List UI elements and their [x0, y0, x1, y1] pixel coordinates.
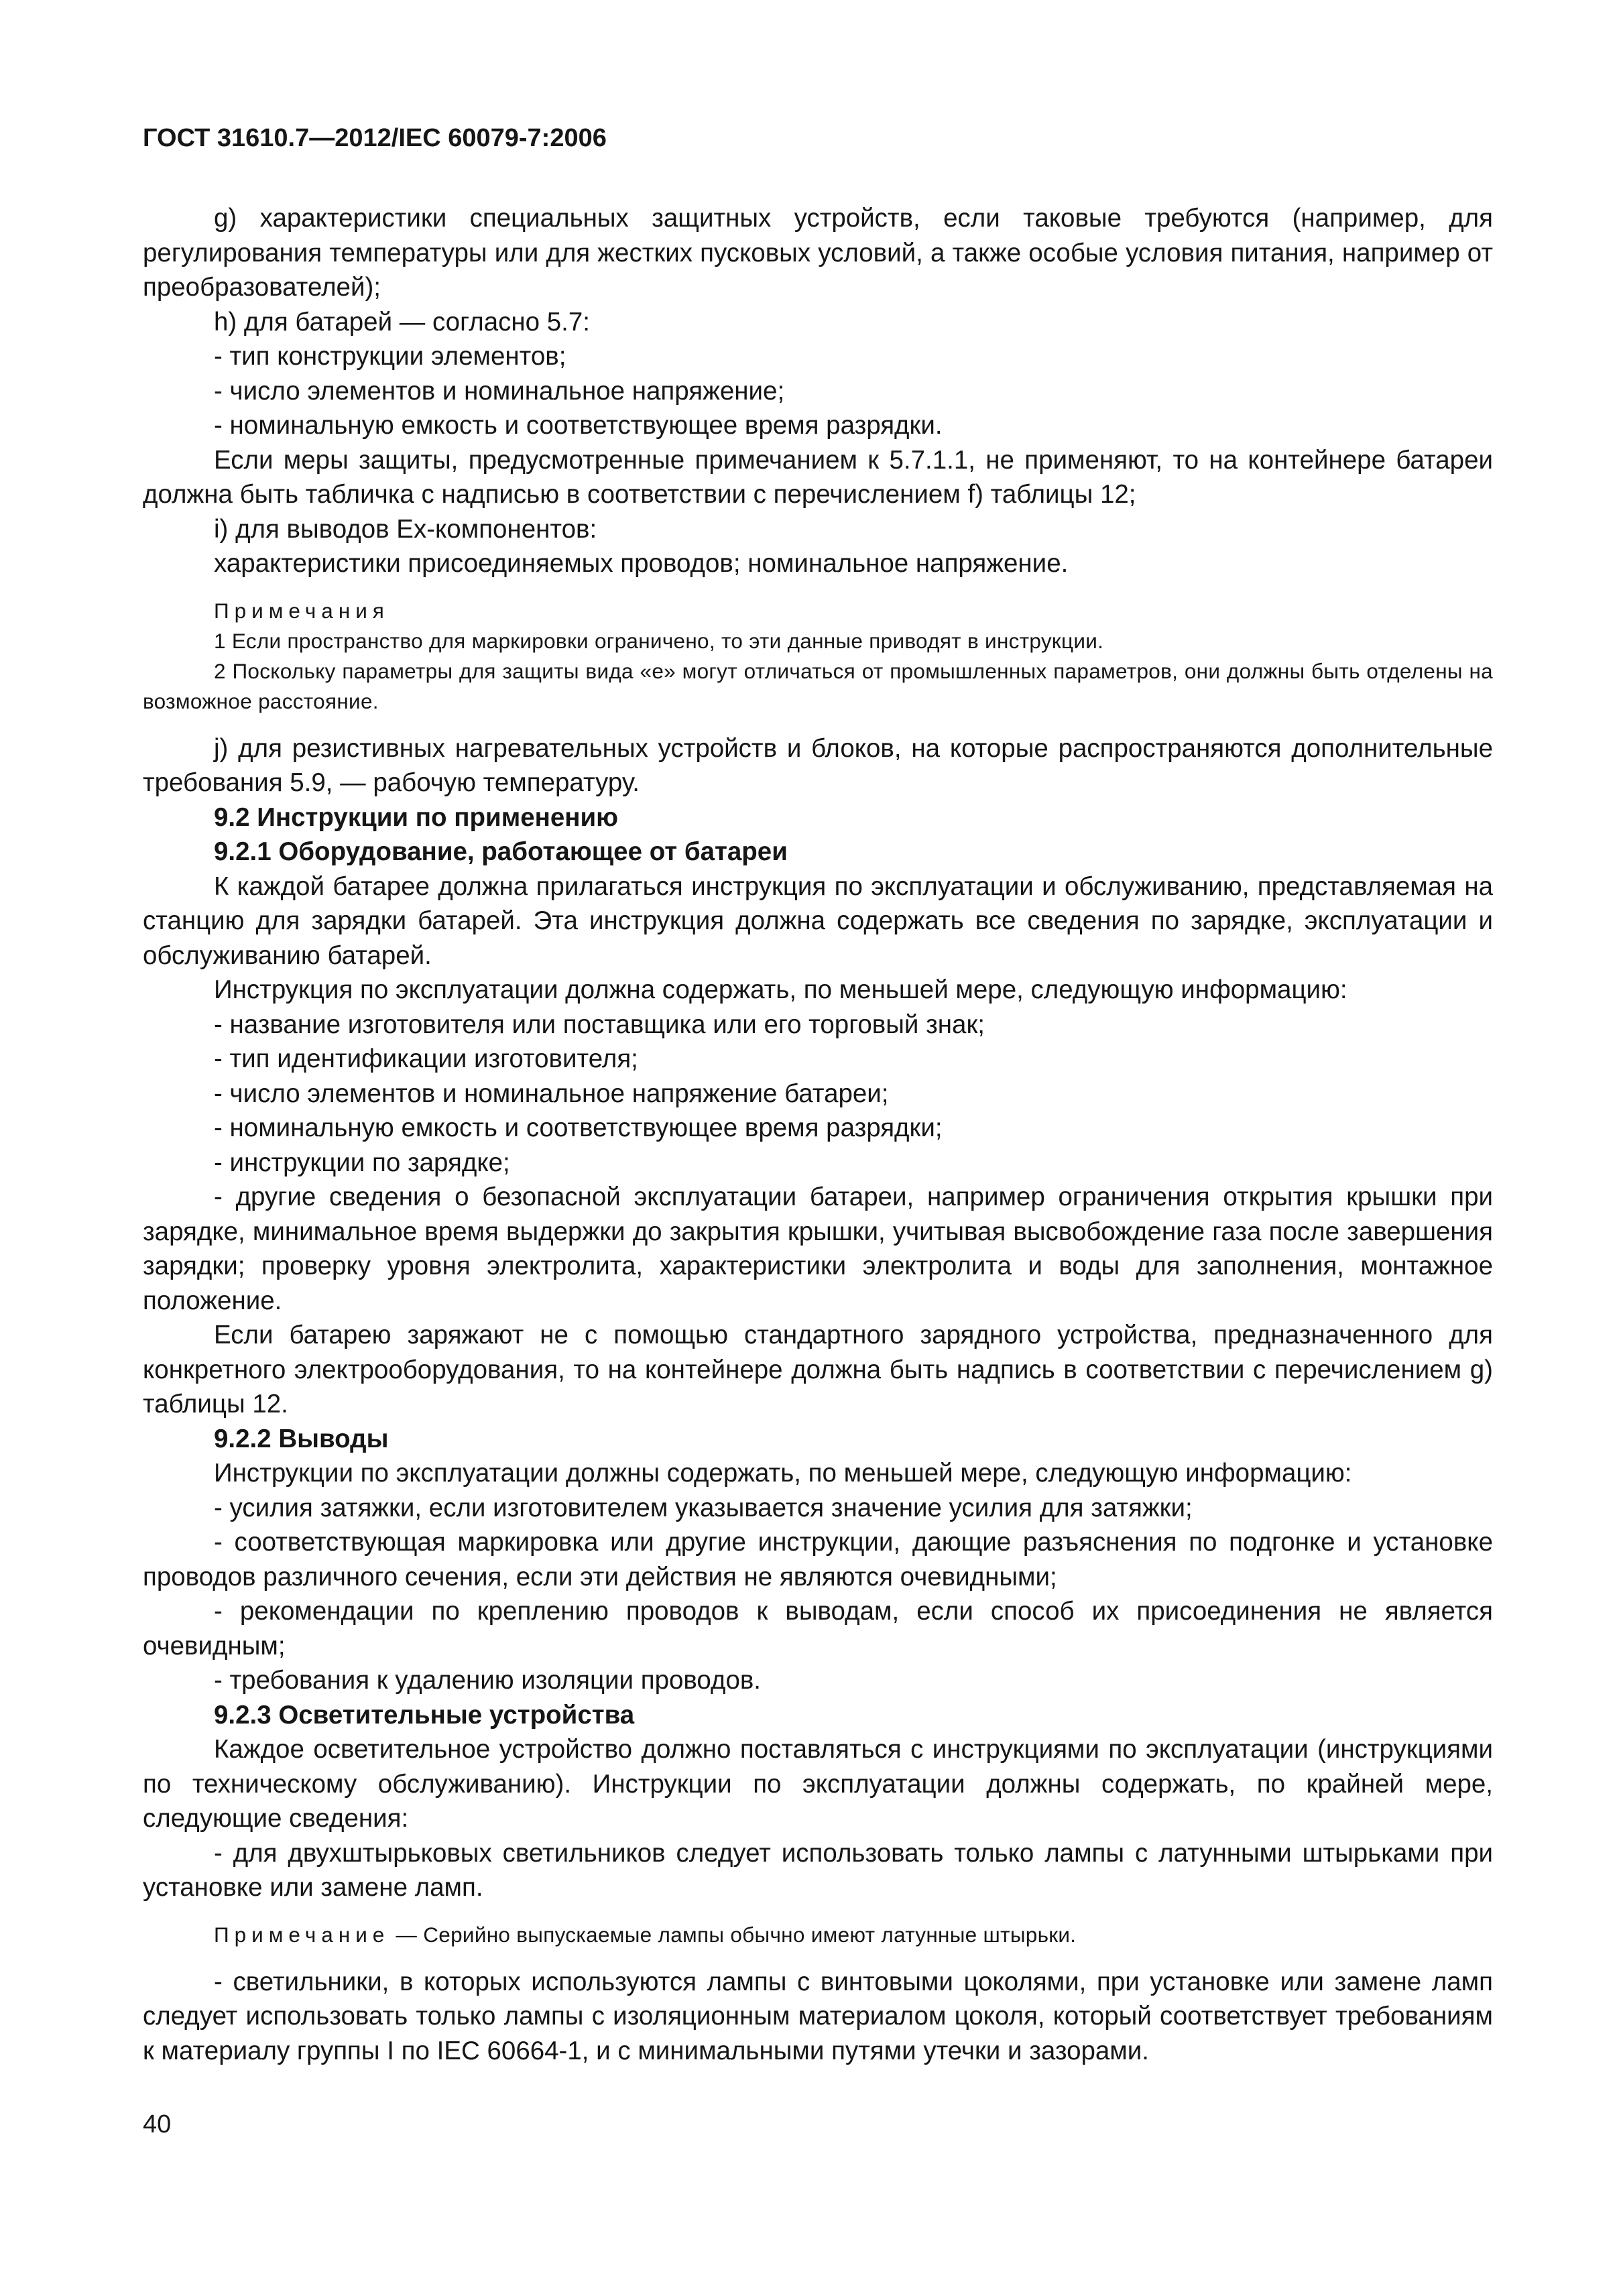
list-item: - требования к удалению изоляции проводов.: [214, 1666, 762, 1695]
paragraph: К каждой батарее должна прилагаться инструкция по эксплуатации и обслуживанию, представляемая на станцию для зарядки батарей. Эта инструкция должна содержать все сведения по зарядке, эксплуатации и обслуживанию батарей.: [143, 871, 1493, 970]
list-item: - название изготовителя или поставщика или его торговый знак;: [214, 1010, 985, 1039]
notes-label: Примечания: [214, 598, 389, 623]
subsection-heading: 9.2.2 Выводы: [214, 1424, 389, 1453]
note-single: [143, 1920, 1493, 1950]
list-item: - для двухштырьковых светильников следует использовать только лампы с латунными штырьками при установке или замене ламп.: [143, 1838, 1493, 1902]
list-item: - усилия затяжки, если изготовителем указывается значение усилия для затяжки;: [214, 1493, 1193, 1522]
list-item: - инструкции по зарядке;: [214, 1148, 510, 1177]
document-header: ГОСТ 31610.7—2012/IEC 60079-7:2006: [143, 124, 607, 152]
paragraph: h) для батарей — согласно 5.7:: [214, 307, 590, 337]
list-item: - номинальную емкость и соответствующее время разрядки.: [214, 411, 943, 440]
list-item: - тип идентификации изготовителя;: [214, 1044, 638, 1073]
subsection-heading: 9.2.3 Осветительные устройства: [214, 1700, 635, 1730]
paragraph: i) для выводов Ex-компонентов:: [214, 514, 597, 544]
paragraph: Если меры защиты, предусмотренные примечанием к 5.7.1.1, не применяют, то на контейнере батареи должна быть табличка с надписью в соответствии с перечислением f) таблицы 12;: [143, 445, 1493, 509]
paragraph: Каждое осветительное устройство должно поставляться с инструкциями по эксплуатации (инструкциями по техническому обслуживанию). Инструкции по эксплуатации должны содержать, по крайней мере, следующие сведения:: [143, 1735, 1493, 1833]
paragraph: Инструкция по эксплуатации должна содержать, по меньшей мере, следующую информацию:: [214, 975, 1347, 1004]
list-item: - рекомендации по креплению проводов к выводам, если способ их присоединения не является очевидным;: [143, 1597, 1493, 1660]
note-item: 2 Поскольку параметры для защиты вида «е» могут отличаться от промышленных параметров, они должны быть отделены на возможное расстояние.: [143, 658, 1493, 713]
note-label: Примечание: [214, 1922, 390, 1947]
subsection-heading: 9.2.1 Оборудование, работающее от батареи: [214, 837, 788, 866]
list-item: - номинальную емкость и соответствующее время разрядки;: [214, 1113, 943, 1142]
paragraph: характеристики присоединяемых проводов; номинальное напряжение.: [214, 549, 1069, 578]
page-number: 40: [143, 2110, 172, 2138]
list-item: - тип конструкции элементов;: [214, 342, 566, 371]
paragraph: Если батарею заряжают не с помощью стандартного зарядного устройства, предназначенного для конкретного электрооборудования, то на контейнере должна быть надпись в соответствии с перечислением g) таблицы 12.: [143, 1321, 1493, 1418]
list-item: - соответствующая маркировка или другие инструкции, дающие разъяснения по подгонке и установке проводов различного сечения, если эти действия не являются очевидными;: [143, 1528, 1493, 1591]
paragraph: j) для резистивных нагревательных устройств и блоков, на которые распространяются дополнительные требования 5.9, — рабочую температуру.: [143, 733, 1493, 797]
note-text: — Серийно выпускаемые лампы обычно имеют латунные штырьки.: [389, 1922, 1077, 1947]
note-item: 1 Если пространство для маркировки ограничено, то эти данные приводят в инструкции.: [214, 628, 1104, 653]
list-item: - другие сведения о безопасной эксплуатации батареи, например ограничения открытия крышки при зарядке, минимальное время выдержки до закрытия крышки, учитывая высвобождение газа после завершения зарядки; проверку уровня электролита, характеристики электролита и воды для заполнения, монтажное положение.: [143, 1183, 1493, 1315]
paragraph: g) характеристики специальных защитных устройств, если таковые требуются (например, для регулирования температуры или для жестких пусковых условий, а также особые условия питания, например от преобразователей);: [143, 204, 1493, 302]
list-item: - число элементов и номинальное напряжение;: [214, 376, 785, 406]
section-heading: 9.2 Инструкции по применению: [214, 802, 619, 832]
page-content: [143, 201, 1493, 2068]
list-item: - число элементов и номинальное напряжение батареи;: [214, 1079, 889, 1108]
paragraph: Инструкции по эксплуатации должны содержать, по меньшей мере, следующую информацию:: [214, 1459, 1352, 1488]
list-item: - светильники, в которых используются лампы с винтовыми цоколями, при установке или замене ламп следует использовать только лампы с изоляционным материалом цоколя, который соответствует требованиям к материалу группы I по IEC 60664-1, и с минимальными путями утечки и зазорами.: [143, 1967, 1493, 2065]
